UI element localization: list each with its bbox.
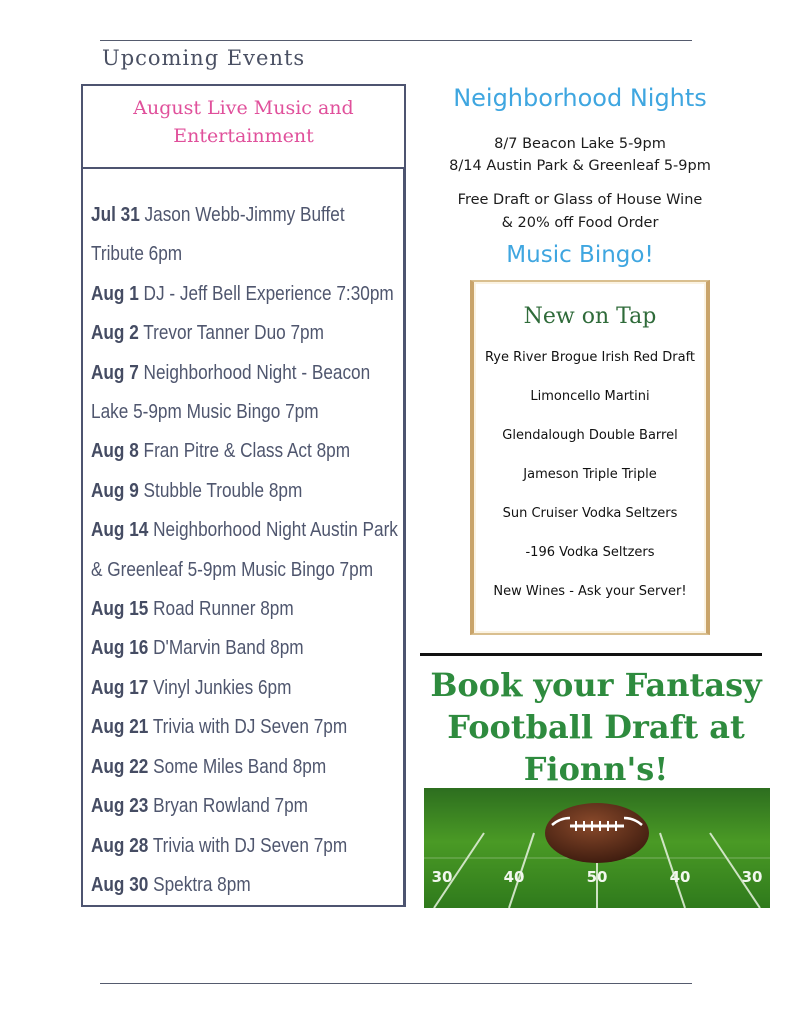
- event-item: [91, 748, 401, 787]
- event-item-cont: Tribute 6pm: [91, 243, 183, 266]
- yard-label: 40: [503, 868, 525, 886]
- event-date: Aug 15: [91, 598, 149, 621]
- event-text: Trevor Tanner Duo 7pm: [138, 322, 324, 345]
- event-date: Aug 23: [91, 795, 149, 818]
- tap-title: New on Tap: [523, 304, 657, 329]
- event-date: Aug 21: [91, 716, 149, 739]
- event-date: Aug 9: [91, 479, 139, 502]
- event-item: [91, 590, 401, 629]
- events-box: [81, 84, 406, 907]
- events-side-border: [403, 167, 406, 907]
- event-item: [91, 787, 401, 826]
- section-title: Upcoming Events: [102, 46, 306, 70]
- event-date: Aug 28: [91, 834, 149, 857]
- event-date: Aug 8: [91, 440, 139, 463]
- event-date: Aug 30: [91, 873, 149, 896]
- neighborhood-line: 8/14 Austin Park & Greenleaf 5-9pm: [449, 158, 711, 174]
- tap-item: New Wines - Ask your Server!: [493, 584, 687, 599]
- event-item: [91, 827, 401, 866]
- event-item: [91, 708, 401, 747]
- bottom-rule: [100, 983, 692, 984]
- neighborhood-line: 8/7 Beacon Lake 5-9pm: [494, 136, 666, 152]
- neighborhood-offer: Free Draft or Glass of House Wine: [457, 192, 703, 208]
- football-icon: [545, 803, 649, 863]
- promo-line: Book your Fantasy: [430, 666, 762, 704]
- yard-label: 40: [669, 868, 691, 886]
- event-item: [91, 669, 401, 708]
- event-date: Aug 2: [91, 322, 139, 345]
- event-text: Some Miles Band 8pm: [148, 755, 327, 778]
- event-item-cont: Lake 5-9pm Music Bingo 7pm: [91, 401, 319, 424]
- event-text: Neighborhood Night - Beacon: [138, 361, 371, 384]
- event-item: [91, 275, 401, 314]
- event-date: Aug 17: [91, 676, 149, 699]
- event-item: [91, 196, 401, 235]
- new-on-tap-box: [470, 280, 710, 635]
- event-date: Aug 7: [91, 361, 139, 384]
- yard-label: 30: [431, 868, 453, 886]
- event-item: [91, 511, 401, 550]
- event-text: Neighborhood Night Austin Park: [148, 519, 398, 542]
- events-heading-line1: August Live Music and: [133, 97, 354, 119]
- top-rule: [100, 40, 692, 41]
- event-date: Aug 22: [91, 755, 149, 778]
- event-date: Aug 1: [91, 282, 139, 305]
- promo-line: Football Draft at: [447, 708, 745, 746]
- event-text: Jason Webb-Jimmy Buffet: [139, 204, 345, 226]
- yard-label: 30: [741, 868, 763, 886]
- event-text: Bryan Rowland 7pm: [148, 795, 309, 818]
- events-list: [91, 196, 401, 905]
- promo-line: Fionn's!: [523, 750, 669, 788]
- event-item: [91, 314, 401, 353]
- event-item: [91, 866, 401, 905]
- event-text: D'Marvin Band 8pm: [148, 637, 304, 660]
- events-heading-line2: Entertainment: [173, 125, 314, 147]
- event-text: Spektra 8pm: [148, 873, 251, 896]
- neighborhood-offer: & 20% off Food Order: [501, 215, 659, 231]
- event-text: Vinyl Junkies 6pm: [148, 676, 292, 699]
- event-date: Aug 14: [91, 519, 149, 542]
- neighborhood-title: Neighborhood Nights: [453, 84, 707, 112]
- event-text: Road Runner 8pm: [148, 598, 294, 621]
- event-item: [91, 432, 401, 471]
- event-text: Stubble Trouble 8pm: [138, 479, 303, 502]
- tap-item: Rye River Brogue Irish Red Draft: [484, 350, 696, 365]
- tap-item: Limoncello Martini: [530, 389, 650, 404]
- event-text: Trivia with DJ Seven 7pm: [148, 716, 348, 739]
- tap-item: -196 Vodka Seltzers: [525, 545, 655, 560]
- event-text: DJ - Jeff Bell Experience 7:30pm: [138, 282, 394, 305]
- event-text: Fran Pitre & Class Act 8pm: [138, 440, 351, 463]
- event-text: Trivia with DJ Seven 7pm: [148, 834, 348, 857]
- event-item-cont: & Greenleaf 5-9pm Music Bingo 7pm: [91, 558, 374, 581]
- event-item: [91, 354, 401, 393]
- promo-divider: [420, 653, 762, 656]
- tap-item: Jameson Triple Triple: [523, 467, 657, 482]
- fantasy-promo: [420, 664, 772, 790]
- event-date: Aug 16: [91, 637, 149, 660]
- events-divider: [81, 167, 406, 169]
- tap-item: Sun Cruiser Vodka Seltzers: [502, 506, 678, 521]
- yard-label: 50: [586, 868, 608, 886]
- music-bingo-label: Music Bingo!: [506, 242, 654, 268]
- tap-item: Glendalough Double Barrel: [502, 428, 678, 443]
- event-date: Jul 31: [91, 204, 140, 226]
- event-item: [91, 472, 401, 511]
- football-field-image: [424, 788, 770, 908]
- events-heading: [83, 94, 404, 150]
- event-item: [91, 629, 401, 668]
